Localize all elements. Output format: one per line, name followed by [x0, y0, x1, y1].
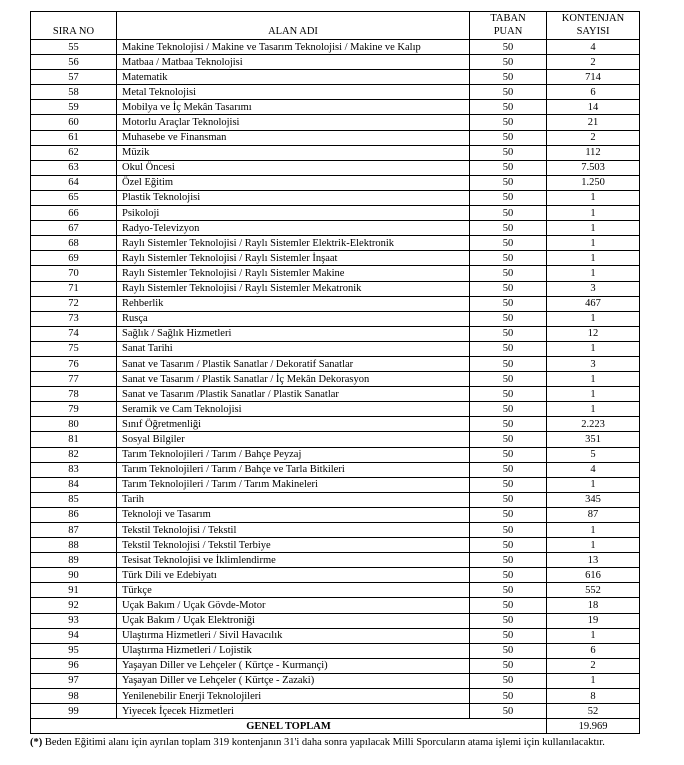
cell-sira-no: 73	[31, 311, 117, 326]
cell-kontenjan: 1	[547, 477, 640, 492]
table-row	[31, 326, 640, 341]
table-row	[31, 372, 640, 387]
cell-taban-puan: 50	[470, 553, 547, 568]
cell-alan-adi: Yenilenebilir Enerji Teknolojileri	[117, 689, 470, 704]
cell-kontenjan: 2	[547, 658, 640, 673]
cell-sira-no: 81	[31, 432, 117, 447]
cell-sira-no: 79	[31, 402, 117, 417]
cell-taban-puan: 50	[470, 266, 547, 281]
header-kontenjan: KONTENJAN SAYISI	[547, 12, 640, 40]
cell-taban-puan: 50	[470, 658, 547, 673]
cell-taban-puan: 50	[470, 628, 547, 643]
cell-kontenjan: 467	[547, 296, 640, 311]
cell-kontenjan: 1	[547, 236, 640, 251]
cell-taban-puan: 50	[470, 507, 547, 522]
cell-taban-puan: 50	[470, 568, 547, 583]
cell-alan-adi: Rehberlik	[117, 296, 470, 311]
cell-taban-puan: 50	[470, 296, 547, 311]
cell-taban-puan: 50	[470, 311, 547, 326]
table-row	[31, 523, 640, 538]
cell-kontenjan: 1	[547, 206, 640, 221]
header-taban-puan: TABAN PUAN	[470, 12, 547, 40]
table-row	[31, 568, 640, 583]
cell-alan-adi: Raylı Sistemler Teknolojisi / Raylı Sistemler Mekatronik	[117, 281, 470, 296]
cell-sira-no: 64	[31, 175, 117, 190]
cell-alan-adi: Raylı Sistemler Teknolojisi / Raylı Sistemler Makine	[117, 266, 470, 281]
cell-alan-adi: Motorlu Araçlar Teknolojisi	[117, 115, 470, 130]
cell-alan-adi: Sınıf Öğretmenliği	[117, 417, 470, 432]
cell-kontenjan: 13	[547, 553, 640, 568]
table-row	[31, 145, 640, 160]
cell-alan-adi: Muhasebe ve Finansman	[117, 130, 470, 145]
cell-sira-no: 56	[31, 55, 117, 70]
table-row	[31, 673, 640, 688]
cell-kontenjan: 714	[547, 70, 640, 85]
table-row	[31, 689, 640, 704]
cell-sira-no: 95	[31, 643, 117, 658]
cell-alan-adi: Uçak Bakım / Uçak Gövde-Motor	[117, 598, 470, 613]
cell-sira-no: 69	[31, 251, 117, 266]
cell-kontenjan: 1	[547, 372, 640, 387]
cell-kontenjan: 2	[547, 55, 640, 70]
cell-kontenjan: 3	[547, 356, 640, 371]
cell-alan-adi: Özel Eğitim	[117, 175, 470, 190]
cell-sira-no: 85	[31, 492, 117, 507]
cell-taban-puan: 50	[470, 341, 547, 356]
cell-sira-no: 84	[31, 477, 117, 492]
table-row	[31, 704, 640, 719]
cell-alan-adi: Sanat ve Tasarım / Plastik Sanatlar / İç Mekân Dekorasyon	[117, 372, 470, 387]
cell-sira-no: 88	[31, 538, 117, 553]
cell-alan-adi: Matematik	[117, 70, 470, 85]
cell-alan-adi: Türkçe	[117, 583, 470, 598]
cell-taban-puan: 50	[470, 477, 547, 492]
cell-kontenjan: 8	[547, 689, 640, 704]
table-row	[31, 40, 640, 55]
cell-alan-adi: Ulaştırma Hizmetleri / Sivil Havacılık	[117, 628, 470, 643]
cell-kontenjan: 1	[547, 387, 640, 402]
cell-sira-no: 65	[31, 190, 117, 205]
table-row	[31, 553, 640, 568]
table-row	[31, 55, 640, 70]
cell-taban-puan: 50	[470, 372, 547, 387]
table-row	[31, 115, 640, 130]
cell-taban-puan: 50	[470, 100, 547, 115]
cell-alan-adi: Raylı Sistemler Teknolojisi / Raylı Sistemler Elektrik-Elektronik	[117, 236, 470, 251]
cell-kontenjan: 112	[547, 145, 640, 160]
cell-kontenjan: 1	[547, 311, 640, 326]
table-row	[31, 507, 640, 522]
cell-alan-adi: Sanat ve Tasarım / Plastik Sanatlar / Dekoratif Sanatlar	[117, 356, 470, 371]
table-row	[31, 492, 640, 507]
cell-kontenjan: 5	[547, 447, 640, 462]
cell-sira-no: 59	[31, 100, 117, 115]
table-row	[31, 341, 640, 356]
cell-sira-no: 98	[31, 689, 117, 704]
cell-alan-adi: Radyo-Televizyon	[117, 221, 470, 236]
cell-sira-no: 61	[31, 130, 117, 145]
cell-taban-puan: 50	[470, 689, 547, 704]
cell-taban-puan: 50	[470, 130, 547, 145]
cell-sira-no: 62	[31, 145, 117, 160]
cell-taban-puan: 50	[470, 190, 547, 205]
cell-taban-puan: 50	[470, 356, 547, 371]
table-row	[31, 477, 640, 492]
cell-taban-puan: 50	[470, 40, 547, 55]
cell-alan-adi: Psikoloji	[117, 206, 470, 221]
cell-sira-no: 72	[31, 296, 117, 311]
total-label: GENEL TOPLAM	[31, 719, 547, 734]
cell-kontenjan: 1.250	[547, 175, 640, 190]
table-header-row	[31, 12, 640, 40]
cell-kontenjan: 4	[547, 462, 640, 477]
cell-taban-puan: 50	[470, 387, 547, 402]
cell-taban-puan: 50	[470, 417, 547, 432]
cell-sira-no: 71	[31, 281, 117, 296]
cell-sira-no: 83	[31, 462, 117, 477]
cell-sira-no: 97	[31, 673, 117, 688]
cell-sira-no: 94	[31, 628, 117, 643]
cell-kontenjan: 1	[547, 402, 640, 417]
cell-alan-adi: Rusça	[117, 311, 470, 326]
cell-kontenjan: 3	[547, 281, 640, 296]
cell-sira-no: 76	[31, 356, 117, 371]
table-row	[31, 538, 640, 553]
cell-taban-puan: 50	[470, 538, 547, 553]
cell-alan-adi: Sanat Tarihi	[117, 341, 470, 356]
table-row	[31, 613, 640, 628]
cell-taban-puan: 50	[470, 673, 547, 688]
cell-alan-adi: Yaşayan Diller ve Lehçeler ( Kürtçe - Zazaki)	[117, 673, 470, 688]
table-row	[31, 387, 640, 402]
kontenjan-table	[30, 11, 640, 734]
cell-taban-puan: 50	[470, 462, 547, 477]
cell-taban-puan: 50	[470, 251, 547, 266]
cell-alan-adi: Metal Teknolojisi	[117, 85, 470, 100]
cell-alan-adi: Okul Öncesi	[117, 160, 470, 175]
cell-alan-adi: Uçak Bakım / Uçak Elektroniği	[117, 613, 470, 628]
cell-taban-puan: 50	[470, 643, 547, 658]
cell-alan-adi: Tekstil Teknolojisi / Tekstil Terbiye	[117, 538, 470, 553]
table-row	[31, 402, 640, 417]
cell-kontenjan: 18	[547, 598, 640, 613]
cell-alan-adi: Ulaştırma Hizmetleri / Lojistik	[117, 643, 470, 658]
table-row	[31, 251, 640, 266]
table-row	[31, 432, 640, 447]
cell-taban-puan: 50	[470, 221, 547, 236]
cell-alan-adi: Matbaa / Matbaa Teknolojisi	[117, 55, 470, 70]
table-row	[31, 281, 640, 296]
cell-kontenjan: 2	[547, 130, 640, 145]
cell-kontenjan: 1	[547, 251, 640, 266]
cell-alan-adi: Yaşayan Diller ve Lehçeler ( Kürtçe - Kurmançi)	[117, 658, 470, 673]
table-row	[31, 583, 640, 598]
cell-sira-no: 93	[31, 613, 117, 628]
cell-sira-no: 67	[31, 221, 117, 236]
cell-kontenjan: 21	[547, 115, 640, 130]
cell-kontenjan: 52	[547, 704, 640, 719]
cell-sira-no: 57	[31, 70, 117, 85]
cell-taban-puan: 50	[470, 402, 547, 417]
cell-taban-puan: 50	[470, 175, 547, 190]
cell-kontenjan: 1	[547, 673, 640, 688]
cell-alan-adi: Mobilya ve İç Mekân Tasarımı	[117, 100, 470, 115]
cell-kontenjan: 1	[547, 221, 640, 236]
table-row	[31, 266, 640, 281]
table-row	[31, 221, 640, 236]
table-row	[31, 447, 640, 462]
cell-kontenjan: 14	[547, 100, 640, 115]
cell-alan-adi: Tekstil Teknolojisi / Tekstil	[117, 523, 470, 538]
cell-kontenjan: 1	[547, 190, 640, 205]
cell-sira-no: 86	[31, 507, 117, 522]
cell-alan-adi: Seramik ve Cam Teknolojisi	[117, 402, 470, 417]
table-row	[31, 598, 640, 613]
cell-kontenjan: 6	[547, 85, 640, 100]
cell-sira-no: 89	[31, 553, 117, 568]
table-row	[31, 643, 640, 658]
cell-alan-adi: Müzik	[117, 145, 470, 160]
cell-alan-adi: Plastik Teknolojisi	[117, 190, 470, 205]
cell-taban-puan: 50	[470, 236, 547, 251]
cell-sira-no: 74	[31, 326, 117, 341]
cell-alan-adi: Teknoloji ve Tasarım	[117, 507, 470, 522]
cell-alan-adi: Tarım Teknolojileri / Tarım / Bahçe Peyzaj	[117, 447, 470, 462]
cell-sira-no: 96	[31, 658, 117, 673]
cell-sira-no: 91	[31, 583, 117, 598]
cell-kontenjan: 7.503	[547, 160, 640, 175]
cell-kontenjan: 19	[547, 613, 640, 628]
cell-alan-adi: Türk Dili ve Edebiyatı	[117, 568, 470, 583]
footnote-text: Beden Eğitimi alanı için ayrılan toplam 319 kontenjanın 31'i daha sonra yapılacak Milli Sporcuların atama işlemi için kullanılacaktır.	[42, 737, 605, 748]
table-row	[31, 160, 640, 175]
cell-kontenjan: 1	[547, 628, 640, 643]
cell-sira-no: 75	[31, 341, 117, 356]
table-row	[31, 100, 640, 115]
cell-taban-puan: 50	[470, 432, 547, 447]
cell-taban-puan: 50	[470, 160, 547, 175]
cell-sira-no: 80	[31, 417, 117, 432]
cell-kontenjan: 6	[547, 643, 640, 658]
header-sira-no: SIRA NO	[31, 12, 117, 40]
cell-kontenjan: 1	[547, 266, 640, 281]
header-alan-adi: ALAN ADI	[117, 12, 470, 40]
cell-alan-adi: Sosyal Bilgiler	[117, 432, 470, 447]
table-row	[31, 130, 640, 145]
cell-sira-no: 63	[31, 160, 117, 175]
cell-taban-puan: 50	[470, 70, 547, 85]
cell-kontenjan: 345	[547, 492, 640, 507]
cell-sira-no: 55	[31, 40, 117, 55]
table-row	[31, 462, 640, 477]
cell-sira-no: 99	[31, 704, 117, 719]
cell-taban-puan: 50	[470, 523, 547, 538]
cell-sira-no: 78	[31, 387, 117, 402]
cell-alan-adi: Raylı Sistemler Teknolojisi / Raylı Sistemler İnşaat	[117, 251, 470, 266]
cell-alan-adi: Tarım Teknolojileri / Tarım / Tarım Makineleri	[117, 477, 470, 492]
cell-kontenjan: 87	[547, 507, 640, 522]
table-row	[31, 628, 640, 643]
table-row	[31, 236, 640, 251]
cell-sira-no: 92	[31, 598, 117, 613]
cell-sira-no: 58	[31, 85, 117, 100]
total-value: 19.969	[547, 719, 640, 734]
total-row	[31, 719, 640, 734]
cell-sira-no: 70	[31, 266, 117, 281]
cell-alan-adi: Sanat ve Tasarım /Plastik Sanatlar / Plastik Sanatlar	[117, 387, 470, 402]
cell-taban-puan: 50	[470, 583, 547, 598]
cell-sira-no: 66	[31, 206, 117, 221]
cell-alan-adi: Tarih	[117, 492, 470, 507]
cell-kontenjan: 1	[547, 523, 640, 538]
cell-kontenjan: 12	[547, 326, 640, 341]
table-row	[31, 658, 640, 673]
table-row	[31, 190, 640, 205]
cell-alan-adi: Sağlık / Sağlık Hizmetleri	[117, 326, 470, 341]
cell-kontenjan: 552	[547, 583, 640, 598]
cell-sira-no: 90	[31, 568, 117, 583]
table-row	[31, 296, 640, 311]
table-row	[31, 175, 640, 190]
table-row	[31, 417, 640, 432]
cell-taban-puan: 50	[470, 206, 547, 221]
cell-sira-no: 68	[31, 236, 117, 251]
cell-sira-no: 77	[31, 372, 117, 387]
cell-taban-puan: 50	[470, 326, 547, 341]
cell-taban-puan: 50	[470, 281, 547, 296]
table-row	[31, 70, 640, 85]
cell-sira-no: 60	[31, 115, 117, 130]
cell-kontenjan: 4	[547, 40, 640, 55]
cell-alan-adi: Makine Teknolojisi / Makine ve Tasarım Teknolojisi / Makine ve Kalıp	[117, 40, 470, 55]
cell-taban-puan: 50	[470, 115, 547, 130]
cell-alan-adi: Tarım Teknolojileri / Tarım / Bahçe ve Tarla Bitkileri	[117, 462, 470, 477]
footnote	[30, 737, 640, 749]
cell-kontenjan: 2.223	[547, 417, 640, 432]
table-row	[31, 206, 640, 221]
cell-taban-puan: 50	[470, 704, 547, 719]
cell-taban-puan: 50	[470, 55, 547, 70]
cell-alan-adi: Yiyecek İçecek Hizmetleri	[117, 704, 470, 719]
cell-taban-puan: 50	[470, 85, 547, 100]
table-row	[31, 85, 640, 100]
cell-alan-adi: Tesisat Teknolojisi ve İklimlendirme	[117, 553, 470, 568]
cell-sira-no: 87	[31, 523, 117, 538]
table-row	[31, 356, 640, 371]
footnote-marker: (*)	[30, 737, 43, 748]
cell-taban-puan: 50	[470, 613, 547, 628]
table-row	[31, 311, 640, 326]
cell-taban-puan: 50	[470, 492, 547, 507]
cell-taban-puan: 50	[470, 447, 547, 462]
cell-kontenjan: 351	[547, 432, 640, 447]
cell-kontenjan: 616	[547, 568, 640, 583]
cell-sira-no: 82	[31, 447, 117, 462]
cell-kontenjan: 1	[547, 538, 640, 553]
cell-taban-puan: 50	[470, 145, 547, 160]
cell-taban-puan: 50	[470, 598, 547, 613]
cell-kontenjan: 1	[547, 341, 640, 356]
